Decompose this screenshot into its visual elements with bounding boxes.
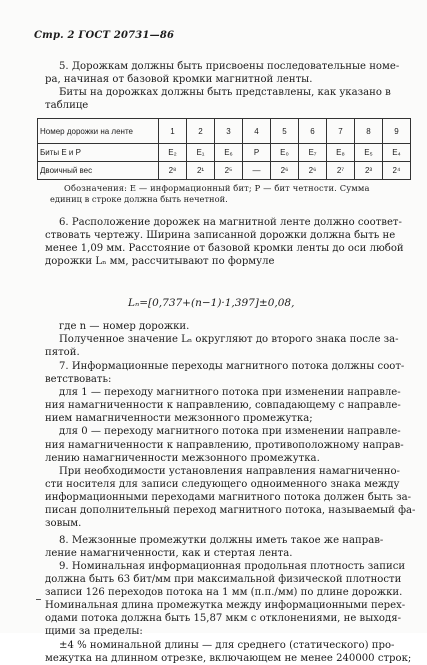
table-cell: 9	[383, 119, 411, 144]
text-line: сти носителя для записи следующего одноименного знака между	[45, 478, 400, 490]
text-line: зовым.	[45, 518, 82, 530]
text-line: ветствовать:	[45, 374, 112, 386]
text-line: Номинальная длина промежутка между информационными перех-	[45, 600, 406, 612]
table-row	[38, 162, 411, 180]
text-line: межутка на длинном отрезке, включающем не менее 240000 строк;	[45, 652, 412, 664]
table-cell: 2³	[355, 162, 383, 180]
paragraph-9	[45, 560, 412, 664]
text-line: единиц в строке должна быть нечетной.	[50, 194, 228, 204]
table-cell: E₇	[299, 144, 327, 162]
table-cell: P	[243, 144, 271, 162]
text-line: записи 126 переходов потока на 1 мм (п.п./мм) по длине дорожки.	[45, 587, 403, 599]
table-cell: 2⁷	[327, 162, 355, 180]
table-cell: —	[243, 162, 271, 180]
table-row-header: Биты Е и Р	[38, 144, 159, 162]
text-line: где n — номер дорожки.	[59, 321, 190, 332]
text-line: ния намагниченности к направлению, совпадающему с направле-	[45, 400, 401, 412]
text-line: нием намагниченности межзонного промежутка;	[45, 413, 313, 425]
paragraph-5	[45, 60, 410, 112]
paragraph-7	[45, 360, 416, 530]
text-line: информационными переходами магнитного потока должен быть за-	[45, 491, 412, 503]
text-line: лению намагниченности межзонного промежутка.	[45, 452, 320, 464]
table-cell: 4	[243, 119, 271, 144]
table-cell: 7	[327, 119, 355, 144]
text-line: ствовать чертежу. Ширина записанной дорожки должна быть не	[45, 230, 396, 242]
table-cell: 8	[355, 119, 383, 144]
text-line: щими за пределы:	[45, 626, 143, 638]
table-cell: 5	[271, 119, 299, 144]
text-line: ра, начиная от базовой кромки магнитной ленты.	[45, 74, 313, 86]
text-line: 6. Расположение дорожек на магнитной ленте должно соответ-	[59, 217, 402, 228]
paragraph-6-cont	[45, 320, 410, 359]
text-line: ния намагниченности к направлению, противоположному направ-	[45, 439, 404, 451]
table-cell: 2⁶	[271, 162, 299, 180]
table-cell: 1	[159, 119, 187, 144]
table-cell: E₂	[159, 144, 187, 162]
margin-mark	[36, 599, 41, 600]
table-row	[38, 144, 411, 162]
text-line: 8. Межзонные промежутки должны иметь такое же направ-	[59, 535, 384, 546]
text-line: писан дополнительный переход магнитного потока, называемый фа-	[45, 505, 416, 517]
text-line: 5. Дорожкам должны быть присвоены последовательные номе-	[59, 61, 400, 72]
table-cell: E₁	[187, 144, 215, 162]
table-cell: 2⁸	[159, 162, 187, 180]
bits-table	[37, 118, 411, 180]
text-line: Биты на дорожках должны быть представлены, как указано в	[59, 87, 391, 99]
text-line: таблице	[45, 100, 89, 112]
text-line: 7. Информационные переходы магнитного потока должны соот-	[59, 361, 405, 372]
table-cell: E₅	[355, 144, 383, 162]
table-cell: E₀	[271, 144, 299, 162]
table-cell: 6	[299, 119, 327, 144]
page-header: Стр. 2 ГОСТ 20731—86	[34, 30, 175, 41]
table-cell: 3	[215, 119, 243, 144]
text-line: одами потока должна быть 15,87 мкм с отклонениями, не выходя-	[45, 613, 401, 625]
table-cell: 2¹	[187, 162, 215, 180]
text-line: для 0 — переходу магнитного потока при изменении направле-	[59, 426, 401, 438]
table-cell: 2	[187, 119, 215, 144]
table-row-header: Двоичный вес	[38, 162, 159, 180]
text-line: При необходимости установления направления намагниченно-	[59, 465, 400, 477]
text-line: для 1 — переходу магнитного потока при изменении направле-	[59, 387, 401, 399]
table-cell: 2⁵	[215, 162, 243, 180]
text-line: должна быть 63 бит/мм при максимальной физической плотности	[45, 574, 402, 586]
paragraph-8	[45, 534, 410, 560]
text-line: менее 1,09 мм. Расстояние от базовой кромки ленты до оси любой	[45, 243, 404, 255]
track-position-formula: Lₙ=[0,737+(n−1)·1,397]±0,08,	[128, 297, 295, 309]
text-line: Обозначения: Е — информационный бит; Р — бит четности. Сумма	[64, 183, 370, 193]
table-note	[50, 183, 410, 205]
text-line: дорожки Lₙ мм, рассчитывают по формуле	[45, 256, 275, 268]
text-line: ление намагниченности, как и стертая лента.	[45, 548, 293, 560]
text-line: Полученное значение Lₙ округляют до второго знака после за-	[59, 334, 399, 346]
text-line: ±4 % номинальной длины — для среднего (статического) про-	[59, 639, 395, 651]
table-cell: E₆	[215, 144, 243, 162]
paragraph-6	[45, 216, 410, 268]
table-row	[38, 119, 411, 144]
text-line: 9. Номинальная информационная продольная плотность записи	[59, 561, 406, 572]
text-line: пятой.	[45, 347, 80, 359]
table-cell: E₈	[327, 144, 355, 162]
table-cell: E₄	[383, 144, 411, 162]
table-cell: 2⁴	[383, 162, 411, 180]
table-cell: 2⁶	[299, 162, 327, 180]
table-row-header: Номер дорожки на ленте	[38, 119, 159, 144]
